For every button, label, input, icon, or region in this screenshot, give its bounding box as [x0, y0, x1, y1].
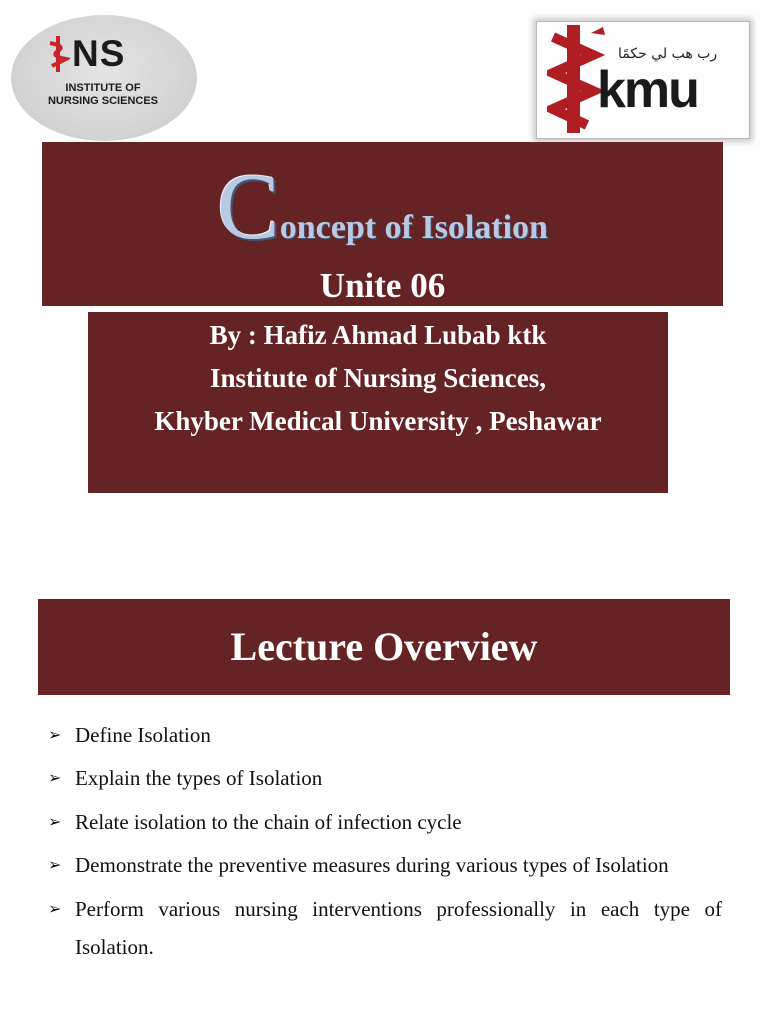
list-item: [48, 890, 722, 928]
list-item-continuation: [48, 928, 722, 966]
author-name: By : Hafiz Ahmad Lubab ktk: [209, 320, 547, 350]
list-item: [48, 759, 722, 797]
arrow-bullet-icon: ➢: [48, 725, 62, 744]
arrow-bullet-icon: ➢: [48, 768, 62, 787]
author-university: Khyber Medical University , Peshawar: [154, 406, 602, 436]
list-item: [48, 716, 722, 754]
list-item-text: Perform various nursing interventions professionally in each type of: [75, 897, 722, 921]
author-institute: Institute of Nursing Sciences,: [210, 363, 546, 393]
arrow-bullet-icon: ➢: [48, 855, 62, 874]
list-item-text: Demonstrate the preventive measures during various types of Isolation: [75, 853, 669, 877]
list-item: [48, 846, 722, 884]
kmu-wordmark: kmu: [597, 61, 698, 119]
list-item-text: Isolation.: [75, 935, 154, 959]
unit-label: Unite 06: [319, 266, 446, 305]
ins-logo-subtitle: [28, 82, 178, 108]
list-item: [48, 803, 722, 841]
list-item-text: Explain the types of Isolation: [75, 766, 323, 790]
caduceus-icon: [46, 35, 70, 73]
arrow-bullet-icon: ➢: [48, 899, 62, 918]
title-initial: C: [217, 155, 280, 259]
list-item-text: Relate isolation to the chain of infection cycle: [75, 810, 462, 834]
list-item-text: Define Isolation: [75, 723, 211, 747]
ins-logo-text: NS: [72, 33, 126, 74]
overview-heading: Lecture Overview: [230, 624, 538, 669]
slide-title: [42, 155, 723, 259]
kmu-arabic-motto: رب هب لي حكمًا: [618, 46, 718, 62]
ins-logo-line2: NURSING SCIENCES: [47, 95, 159, 107]
ins-logo-mark: [46, 34, 156, 74]
title-rest: oncept of Isolation: [279, 209, 548, 246]
ins-logo-line1: INSTITUTE OF: [65, 82, 141, 94]
arrow-bullet-icon: ➢: [48, 812, 62, 831]
